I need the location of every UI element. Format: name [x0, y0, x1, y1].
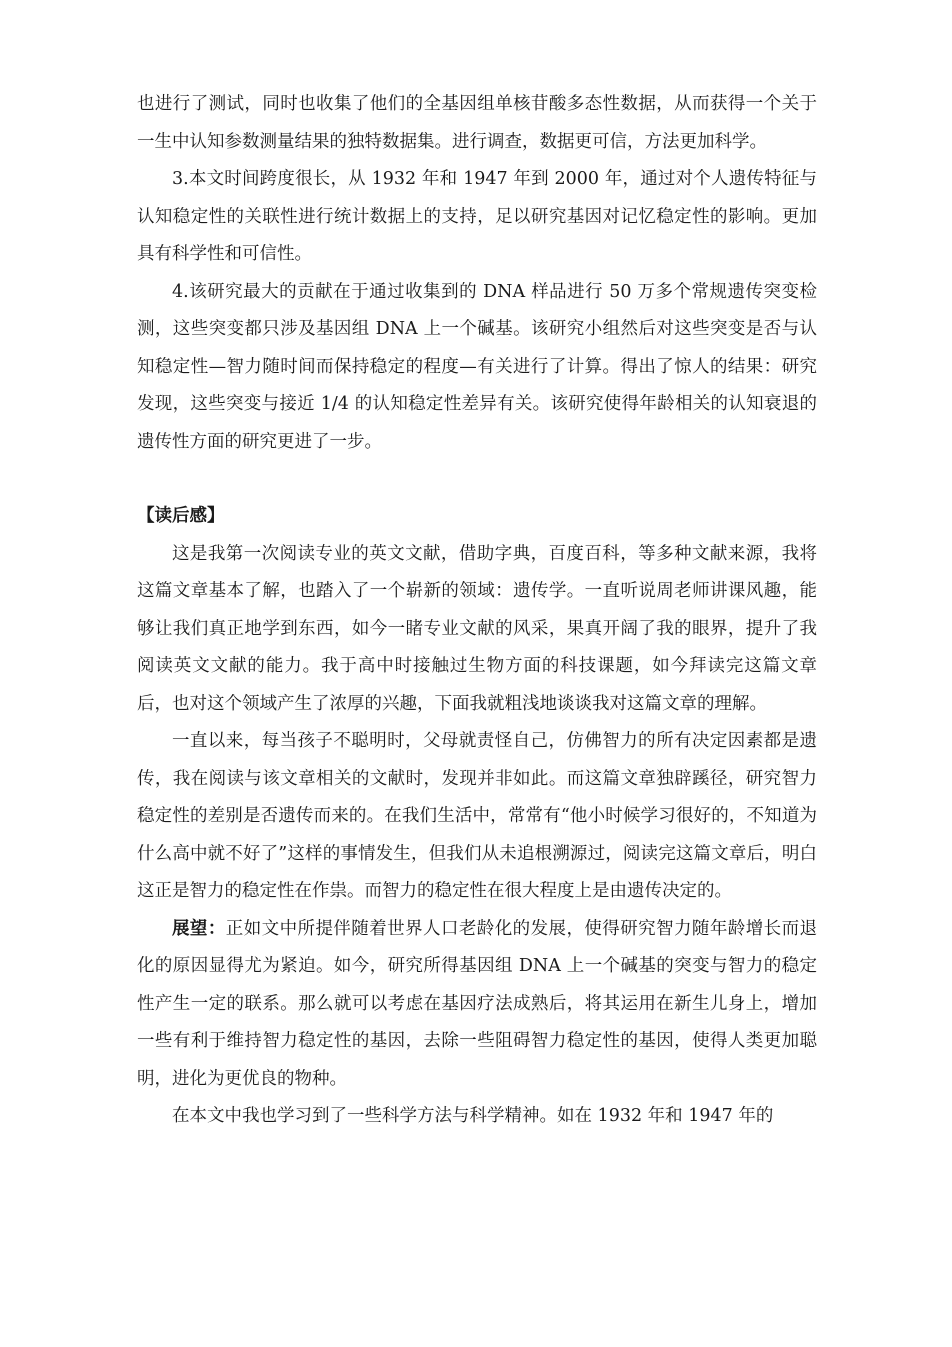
final-paragraph: 在本文中我也学习到了一些科学方法与科学精神。如在 1932 年和 1947 年的	[172, 1106, 774, 1126]
outlook-text: 正如文中所提伴随着世界人口老龄化的发展，使得研究智力随年龄增长而退化的原因显得尤为紧迫。如今，研究所得基因组 DNA 上一个碱基的突变与智力的稳定性产生一定的联系。那么就可以考虑在基因疗法成熟后，将其运用在新生儿身上，增加一些有利于维持智力稳定性的基因，去除一些阻碍智力稳定性的基因，使得人类更加聪明，进化为更优良的物种。	[137, 918, 818, 1089]
reflection-paragraph-1: 这是我第一次阅读专业的英文文献，借助字典，百度百科，等多种文献来源，我将这篇文章基本了解，也踏入了一个崭新的领域：遗传学。一直听说周老师讲课风趣，能够让我们真正地学到东西，如今一睹专业文献的风采，果真开阔了我的眼界，提升了我阅读英文文献的能力。我于高中时接触过生物方面的科技课题，如今拜读完这篇文章后，也对这个领域产生了浓厚的兴趣，下面我就粗浅地谈谈我对这篇文章的理解。	[137, 543, 817, 714]
continuation-paragraph: 也进行了测试，同时也收集了他们的全基因组单核苷酸多态性数据，从而获得一个关于一生中认知参数测量结果的独特数据集。进行调查，数据更可信，方法更加科学。	[137, 94, 817, 152]
document-page	[137, 86, 817, 1136]
outlook-paragraph	[137, 911, 817, 1099]
point-4-paragraph: 4.该研究最大的贡献在于通过收集到的 DNA 样品进行 50 万多个常规遗传突变检测，这些突变都只涉及基因组 DNA 上一个碱基。该研究小组然后对这些突变是否与认知稳定性—智力随时间而保持稳定的程度—有关进行了计算。得出了惊人的结果：研究发现，这些突变与接近 1/4 的认知稳定性差异有关。该研究使得年龄相关的认知衰退的遗传性方面的研究更进了一步。	[137, 281, 817, 452]
reflection-paragraph-2: 一直以来，每当孩子不聪明时，父母就责怪自己，仿佛智力的所有决定因素都是遗传，我在阅读与该文章相关的文献时，发现并非如此。而这篇文章独辟蹊径，研究智力稳定性的差别是否遗传而来的。在我们生活中，常常有“他小时候学习很好的，不知道为什么高中就不好了”这样的事情发生，但我们从未追根溯源过，阅读完这篇文章后，明白这正是智力的稳定性在作祟。而智力的稳定性在很大程度上是由遗传决定的。	[137, 731, 817, 901]
point-3-paragraph: 3.本文时间跨度很长，从 1932 年和 1947 年到 2000 年，通过对个人遗传特征与认知稳定性的关联性进行统计数据上的支持，足以研究基因对记忆稳定性的影响。更加具有科学性和可信性。	[137, 169, 817, 264]
outlook-label: 展望：	[172, 918, 226, 939]
reflection-heading: 【读后感】	[137, 506, 225, 526]
